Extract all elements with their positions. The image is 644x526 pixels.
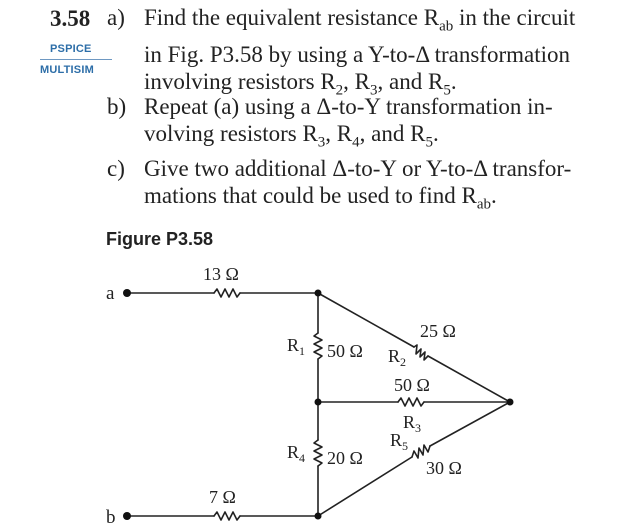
- wire-r5-right: [430, 402, 510, 446]
- part-a-line-1: Find the equivalent resistance $R_{ab}$ in the circuit: [144, 5, 576, 35]
- node-right: [507, 399, 514, 406]
- r4-label: $R_4$: [287, 442, 306, 465]
- part-b-label: b): [107, 94, 127, 119]
- resistor-r3: [398, 398, 424, 406]
- part-c-label: c): [107, 156, 125, 181]
- terminal-b-dot: [123, 512, 131, 520]
- resistor-r4: [314, 440, 322, 466]
- part-b-line-1: Repeat (a) using a Δ-to-Y transformation in-: [144, 94, 553, 119]
- wire-r2-left: [318, 293, 414, 347]
- r1-label: $R_1$: [287, 335, 306, 358]
- r5-value: 30 Ω: [426, 458, 462, 478]
- r1-value: 50 Ω: [327, 341, 363, 361]
- r3-label: $R_3$: [403, 412, 422, 435]
- r2-value: 25 Ω: [420, 321, 456, 341]
- resistor-13-ohm: [214, 289, 240, 297]
- part-c-line-1: Give two additional Δ-to-Y or Y-to-Δ transfor-: [144, 156, 572, 181]
- part-a-line-3: involving resistors $R_2$, $R_3$, and $R_5$.: [144, 68, 457, 99]
- terminal-a-dot: [123, 289, 131, 297]
- resistor-r2: [414, 345, 428, 360]
- part-a-label: a): [107, 5, 125, 30]
- multisim-tag: MULTISIM: [40, 64, 94, 76]
- resistor-13-ohm-value: 13 Ω: [203, 264, 239, 284]
- r5-label: $R_5$: [390, 430, 409, 453]
- resistor-r5: [412, 445, 430, 458]
- resistor-7-ohm-value: 7 Ω: [209, 487, 236, 507]
- part-a-line-2: in Fig. P3.58 by using a Y-to-Δ transformation: [144, 41, 571, 67]
- problem-number: 3.58: [50, 6, 91, 31]
- resistor-7-ohm: [214, 512, 240, 520]
- resistor-r1: [314, 333, 322, 359]
- part-c-line-2: mations that could be used to find $R_{ab}$.: [144, 183, 497, 213]
- node-bottom: [315, 513, 322, 520]
- node-middle: [315, 399, 322, 406]
- part-b-line-2: volving resistors $R_3$, $R_4$, and $R_5$.: [144, 121, 439, 151]
- r2-label: $R_2$: [388, 346, 407, 369]
- wire-r2-right: [428, 356, 510, 402]
- node-top: [315, 290, 322, 297]
- r4-value: 20 Ω: [327, 448, 363, 468]
- figure-title: Figure P3.58: [106, 229, 214, 249]
- pspice-tag: PSPICE: [50, 43, 92, 55]
- terminal-b-label: b: [106, 507, 116, 526]
- terminal-a-label: a: [106, 283, 115, 304]
- r3-value: 50 Ω: [394, 375, 430, 395]
